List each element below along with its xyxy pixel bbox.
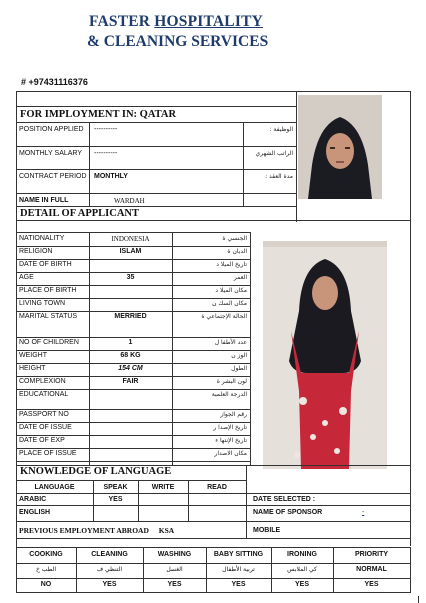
lang-header-language: LANGUAGE (34, 484, 75, 491)
previous-employment-value: KSA (158, 526, 175, 535)
company-name-line2: & CLEANING SERVICES (87, 33, 269, 50)
skill-headers-cell: CLEANING (91, 551, 128, 558)
phone-number: # +97431116376 (21, 77, 88, 87)
full-name-value: WARDAH (114, 197, 145, 205)
skill-headers-cell: BABY SITTING (213, 551, 264, 558)
applicant-fullbody-photo (263, 241, 387, 469)
applicant-value: 154 CM (118, 365, 143, 372)
skill-headers-cell: IRONING (287, 551, 317, 558)
divider (16, 422, 250, 423)
sponsor-label: NAME OF SPONSOR (253, 509, 323, 516)
divider (246, 465, 247, 538)
divider (16, 311, 250, 312)
applicant-label: EDUCATIONAL (19, 391, 69, 398)
applicant-arabic: تاريخ الإنتها ء (215, 437, 247, 444)
divider (16, 106, 296, 107)
divider (16, 206, 296, 207)
applicant-arabic: رقم الجواز (220, 411, 247, 418)
divider (16, 435, 250, 436)
applicant-arabic: تاريخ الميلا د (216, 261, 247, 268)
applicant-arabic: مكان السك ن (212, 300, 247, 307)
divider (16, 376, 250, 377)
applicant-label: NATIONALITY (19, 235, 65, 242)
applicant-value: MERRIED (114, 313, 147, 320)
skill-values-cell: YES (364, 581, 379, 588)
sponsor-value: - (362, 509, 365, 516)
divider (16, 505, 411, 506)
divider (16, 91, 17, 593)
previous-employment-label: PREVIOUS EMPLOYMENT ABROAD (19, 526, 149, 535)
divider (16, 232, 250, 233)
lang-english: ENGLISH (19, 509, 51, 516)
skill-values-cell: NO (40, 581, 52, 588)
employment-section-title: FOR IMPLOYMENT IN: QATAR (20, 109, 177, 120)
divider (16, 91, 411, 92)
divider (410, 91, 411, 546)
language-section-title: KNOWLEDGE OF LANGUAGE (20, 466, 172, 477)
divider (16, 246, 250, 247)
applicant-label: AGE (19, 274, 34, 281)
divider (16, 592, 411, 593)
skill-arabic-cell: تربية الأطفال (222, 566, 255, 573)
lang-header-speak: SPEAK (103, 484, 128, 491)
mobile-label: MOBILE (253, 527, 281, 534)
applicant-label: PLACE OF BIRTH (19, 287, 77, 294)
company-name-part2: HOSPITALITY (154, 13, 263, 30)
divider (16, 122, 296, 123)
applicant-label: COMPLEXION (19, 378, 66, 385)
applicant-label: LIVING TOWN (19, 300, 66, 307)
divider (16, 285, 250, 286)
contract-arabic: مدة العقد : (265, 173, 293, 180)
salary-label: MONTHLY SALARY (19, 150, 83, 157)
applicant-label: HEIGHT (19, 365, 46, 372)
company-name-line1 (89, 13, 263, 31)
skill-headers-cell: COOKING (29, 551, 63, 558)
divider (16, 272, 250, 273)
applicant-arabic: مكان الميلا د (215, 287, 247, 294)
divider (16, 493, 411, 494)
contract-value: MONTHLY (94, 173, 128, 180)
applicant-arabic: عدد الأطفا ل (214, 339, 247, 346)
lang-arabic-speak: YES (108, 496, 123, 503)
applicant-value: FAIR (122, 378, 139, 385)
divider (410, 547, 411, 592)
lang-arabic: ARABIC (19, 496, 47, 503)
contract-label: CONTRACT PERIOD (19, 173, 87, 180)
date-selected-label: DATE SELECTED : (253, 496, 316, 503)
divider (16, 298, 250, 299)
applicant-label: PASSPORT NO (19, 411, 69, 418)
applicant-label: WEIGHT (19, 352, 47, 359)
divider (172, 232, 173, 465)
lang-header-write: WRITE (151, 484, 175, 491)
position-value: ---------- (94, 126, 118, 133)
lang-header-read: READ (207, 484, 227, 491)
salary-value: ---------- (94, 150, 118, 157)
skill-values-cell: YES (231, 581, 246, 588)
applicant-arabic: الديان ة (227, 248, 247, 255)
applicant-arabic: تاريخ الإصدا ر (213, 424, 247, 431)
applicant-arabic: الدرجة العلمية (211, 391, 247, 398)
divider (16, 521, 411, 522)
divider (16, 259, 250, 260)
skill-arabic-cell: الغسل (166, 566, 183, 573)
applicant-arabic: الحالة الإجتماعي ة (201, 313, 247, 320)
full-name-label: NAME IN FULL (19, 197, 69, 204)
divider (418, 596, 419, 603)
applicant-arabic: مكان الاصدار (214, 450, 247, 457)
divider (89, 232, 90, 465)
skill-headers-cell: PRIORITY (354, 551, 389, 558)
applicant-label: RELIGION (19, 248, 53, 255)
divider (16, 337, 250, 338)
applicant-value: 35 (126, 274, 135, 281)
skill-headers-cell: WASHING (157, 551, 192, 558)
divider (16, 538, 411, 539)
applicant-label: PLACE OF ISSUE (19, 450, 77, 457)
skill-arabic-cell: NORMAL (356, 566, 387, 573)
applicant-value: ISLAM (119, 248, 142, 255)
skill-arabic-cell: التنظي ف (96, 566, 123, 573)
applicant-label: NO OF CHILDREN (19, 339, 79, 346)
applicant-arabic: العمر (233, 274, 247, 281)
divider (16, 220, 411, 221)
applicant-section-title: DETAIL OF APPLICANT (20, 208, 140, 219)
divider (16, 146, 296, 147)
previous-employment (19, 526, 174, 535)
divider (16, 363, 250, 364)
applicant-arabic: الجنسي ة (222, 235, 247, 242)
divider (16, 169, 296, 170)
divider (16, 409, 250, 410)
applicant-arabic: الوز ن (231, 352, 247, 359)
divider (16, 480, 246, 481)
divider (296, 91, 297, 222)
divider (16, 448, 250, 449)
position-label: POSITION APPLIED (19, 126, 84, 133)
skill-values-cell: YES (294, 581, 309, 588)
divider (16, 193, 296, 194)
applicant-headshot-photo (298, 95, 382, 199)
applicant-label: MARITAL STATUS (19, 313, 78, 320)
applicant-label: DATE OF ISSUE (19, 424, 72, 431)
position-arabic: الوظيفة : (269, 126, 293, 133)
salary-arabic: الراتب الشهري (255, 150, 293, 157)
skill-values-cell: YES (167, 581, 182, 588)
divider (16, 389, 250, 390)
applicant-label: DATE OF EXP (19, 437, 65, 444)
divider (16, 350, 250, 351)
divider (16, 461, 250, 462)
applicant-arabic: لون البشر ة (216, 378, 247, 385)
applicant-value: 1 (128, 339, 133, 346)
company-name-part1: FASTER (89, 13, 151, 30)
applicant-value: 68 KG (120, 352, 141, 359)
skill-values-cell: YES (102, 581, 117, 588)
skill-arabic-cell: كي الملابس (287, 566, 317, 573)
divider (250, 232, 251, 465)
applicant-arabic: الطول (231, 365, 247, 372)
applicant-label: DATE OF BIRTH (19, 261, 72, 268)
skill-arabic-cell: الطب خ (35, 566, 57, 573)
applicant-value: INDONESIA (111, 235, 150, 243)
